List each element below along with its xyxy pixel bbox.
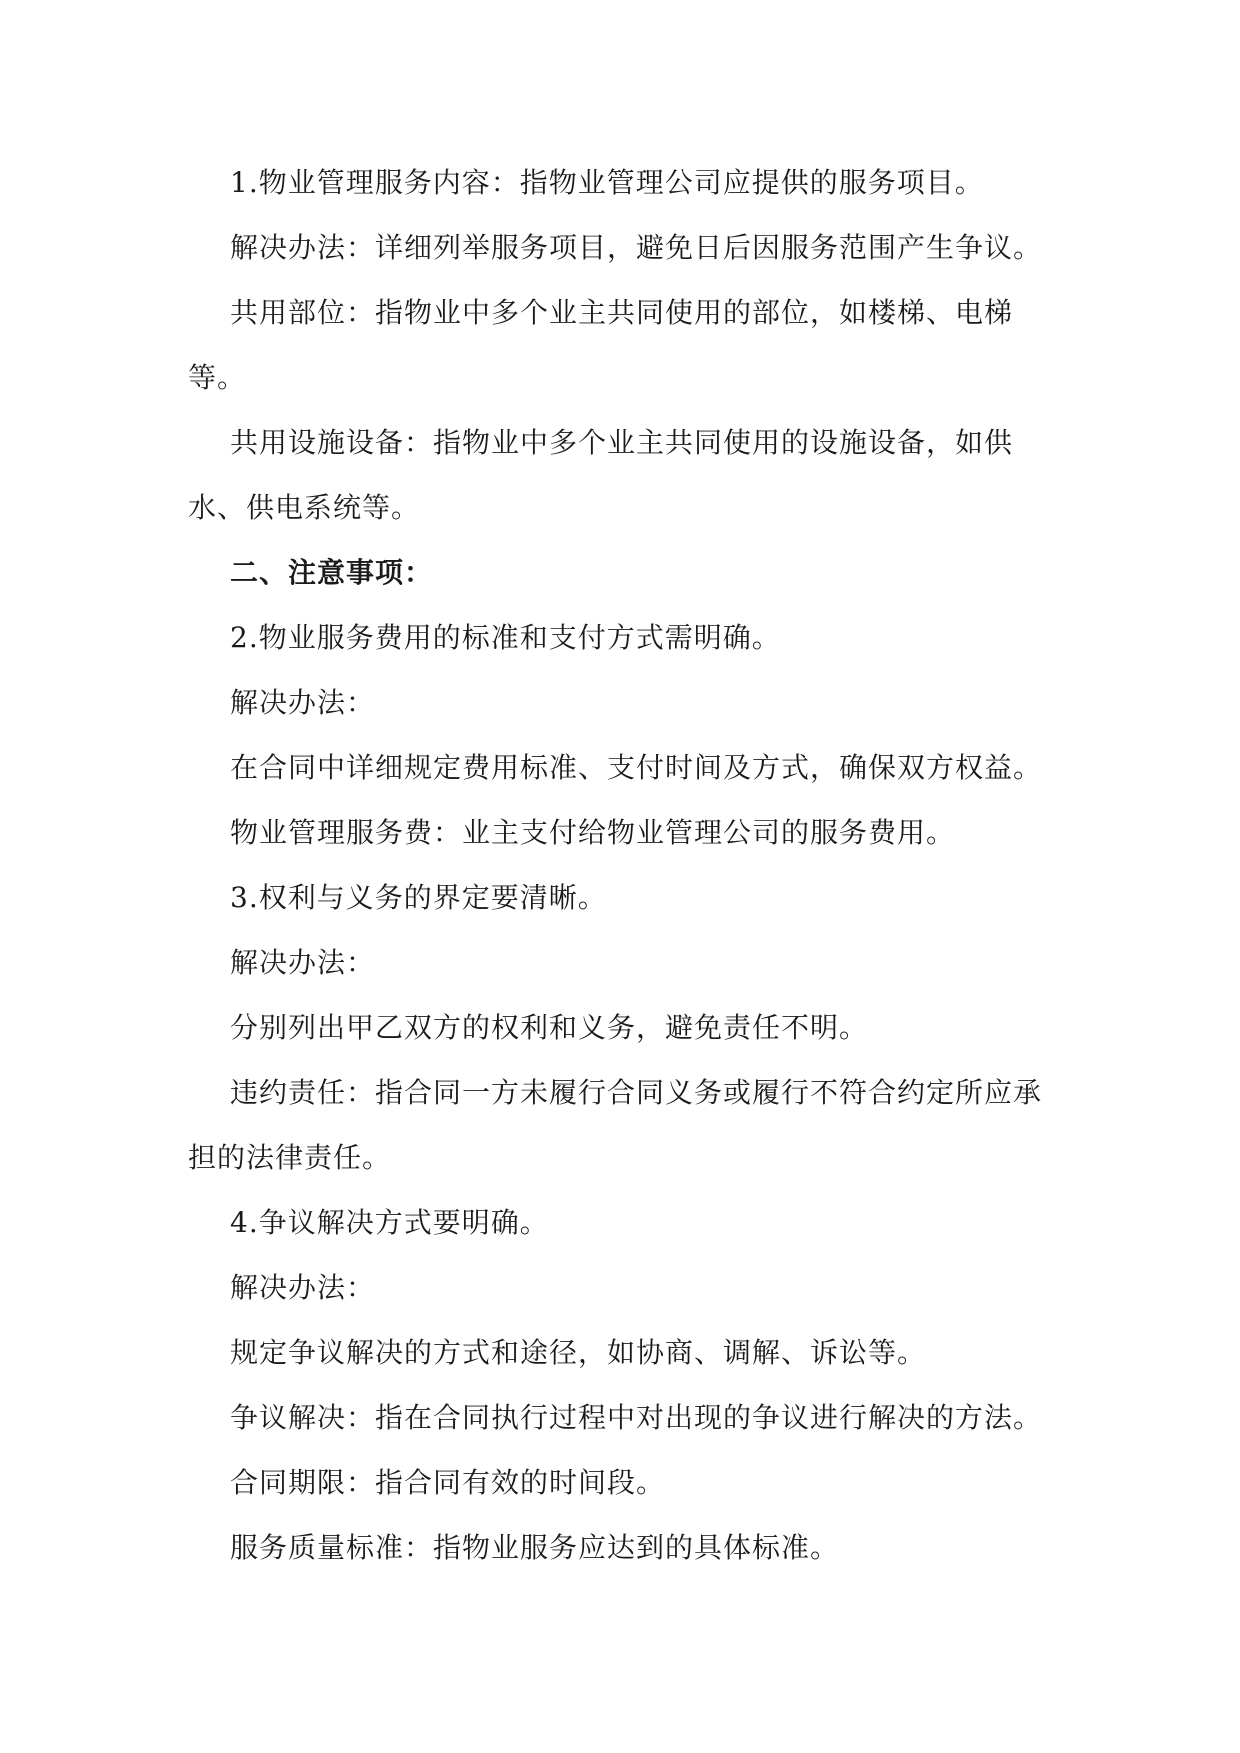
paragraph-shared-facilities: 共用设施设备：指物业中多个业主共同使用的设施设备，如供水、供电系统等。 (188, 426, 1014, 524)
paragraph-management-fee: 物业管理服务费：业主支付给物业管理公司的服务费用。 (230, 816, 956, 849)
paragraph-contract-term: 合同期限：指合同有效的时间段。 (230, 1466, 666, 1499)
paragraph-service-content: 1.物业管理服务内容：指物业管理公司应提供的服务项目。 (230, 166, 984, 199)
paragraph-solution: 解决办法：详细列举服务项目，避免日后因服务范围产生争议。 (230, 231, 1043, 264)
paragraph-quality-standard: 服务质量标准：指物业服务应达到的具体标准。 (230, 1531, 840, 1564)
paragraph-dispute-method: 4.争议解决方式要明确。 (230, 1206, 549, 1239)
paragraph-rights-obligations: 3.权利与义务的界定要清晰。 (230, 881, 607, 914)
paragraph-rights-solution: 分别列出甲乙双方的权利和义务，避免责任不明。 (230, 1011, 869, 1044)
paragraph-dispute-resolution: 争议解决：指在合同执行过程中对出现的争议进行解决的方法。 (230, 1401, 1043, 1434)
section-heading-notes: 二、注意事项： (230, 556, 434, 589)
paragraph-fee-standard: 2.物业服务费用的标准和支付方式需明确。 (230, 621, 781, 654)
paragraph-solution-label: 解决办法： (230, 946, 376, 979)
paragraph-shared-areas: 共用部位：指物业中多个业主共同使用的部位，如楼梯、电梯等。 (188, 296, 1014, 394)
paragraph-dispute-solution: 规定争议解决的方式和途径，如协商、调解、诉讼等。 (230, 1336, 927, 1369)
paragraph-solution-label: 解决办法： (230, 1271, 376, 1304)
document-body (188, 150, 1058, 1580)
paragraph-fee-solution: 在合同中详细规定费用标准、支付时间及方式，确保双方权益。 (230, 751, 1043, 784)
paragraph-breach-liability: 违约责任：指合同一方未履行合同义务或履行不符合约定所应承担的法律责任。 (188, 1076, 1043, 1174)
paragraph-solution-label: 解决办法： (230, 686, 376, 719)
